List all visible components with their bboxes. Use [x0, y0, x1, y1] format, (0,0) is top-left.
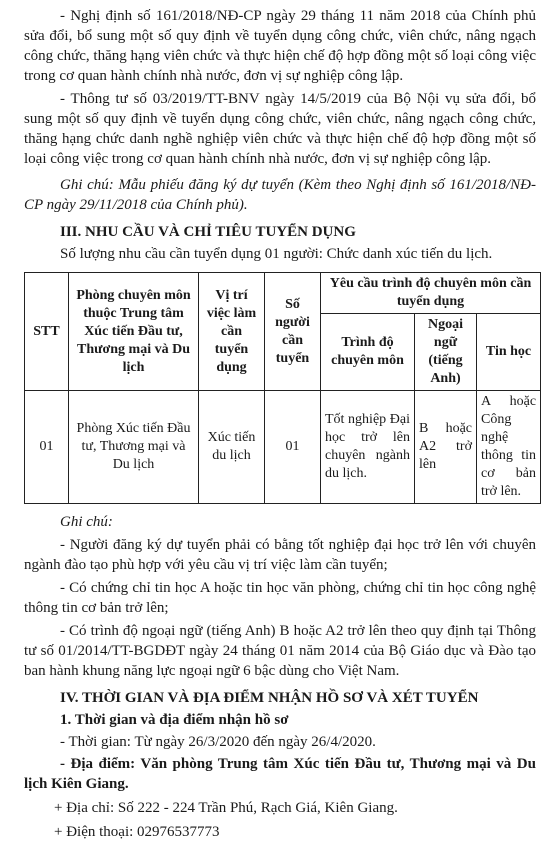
submission-place: - Địa điểm: Văn phòng Trung tâm Xúc tiến Đầu tư, Thương mại và Du lịch Kiên Giang. [24, 756, 536, 792]
col-header-department: Phòng chuyên môn thuộc Trung tâm Xúc tiến Đầu tư, Thương mại và Du lịch [69, 273, 199, 391]
cell-department: Phòng Xúc tiến Đầu tư, Thương mại và Du lịch [69, 391, 199, 504]
recruitment-table [24, 272, 541, 504]
form-note: Ghi chú: Mẫu phiếu đăng ký dự tuyển (Kèm theo Nghị định số 161/2018/NĐ-CP ngày 29/11/2018 của Chính phủ). [24, 177, 536, 213]
col-header-it: Tin học [477, 314, 541, 391]
submission-phone: + Điện thoại: 02976537773 [54, 824, 220, 840]
circular-paragraph: - Thông tư số 03/2019/TT-BNV ngày 14/5/2019 của Bộ Nội vụ sửa đổi, bổ sung một số quy định về tuyển dụng công chức, viên chức, nâng ngạch công chức, thăng hạng chức danh nghề nghiệp viên chức và thực hiện chế độ hợp đồng một số loại công việc trong cơ quan hành chính nhà nước, đơn vị sự nghiệp công lập. [24, 91, 536, 167]
table-row [25, 391, 541, 504]
section-3-heading: III. NHU CẦU VÀ CHỈ TIÊU TUYỂN DỤNG [60, 224, 356, 240]
table-header-row [25, 273, 541, 314]
cell-stt: 01 [25, 391, 69, 504]
notes-label: Ghi chú: [60, 514, 113, 530]
cell-position: Xúc tiến du lịch [199, 391, 265, 504]
note-item-language: - Có trình độ ngoại ngữ (tiếng Anh) B hoặc A2 trở lên theo quy định tại Thông tư số 01/2014/TT-BGDĐT ngày 24 tháng 01 năm 2014 của Bộ Giáo dục và Đào tạo ban hành khung năng lực ngoại ngữ 6 bậc dùng cho Việt Nam. [24, 623, 536, 679]
section-3-summary: Số lượng nhu cầu cần tuyển dụng 01 người: Chức danh xúc tiến du lịch. [60, 246, 493, 262]
section-4-sub1: 1. Thời gian và địa điểm nhận hồ sơ [60, 712, 289, 728]
cell-it: A hoặc Công nghệ thông tin cơ bản trở lên. [477, 391, 541, 504]
cell-education: Tốt nghiệp Đại học trở lên chuyên ngành du lịch. [321, 391, 415, 504]
decree-paragraph: - Nghị định số 161/2018/NĐ-CP ngày 29 tháng 11 năm 2018 của Chính phủ sửa đổi, bổ sung một số quy định về tuyển dụng công chức, viên chức, nâng ngạch công chức, thăng hạng viên chức và thực hiện chế độ hợp đồng một số loại công việc trong cơ quan hành chính nhà nước, đơn vị sự nghiệp công lập. [24, 8, 536, 84]
col-header-position: Vị trí việc làm cần tuyển dụng [199, 273, 265, 391]
submission-time: - Thời gian: Từ ngày 26/3/2020 đến ngày 26/4/2020. [60, 734, 376, 750]
col-header-stt: STT [25, 273, 69, 391]
col-header-requirements: Yêu cầu trình độ chuyên môn cần tuyển dụng [321, 273, 541, 314]
col-header-count: Số người cần tuyển [265, 273, 321, 391]
note-item-it-cert: - Có chứng chỉ tin học A hoặc tin học văn phòng, chứng chỉ tin học công nghệ thông tin cơ bản trở lên; [24, 580, 536, 616]
section-4-heading: IV. THỜI GIAN VÀ ĐỊA ĐIỂM NHẬN HỒ SƠ VÀ XÉT TUYỂN [60, 690, 479, 706]
cell-language: B hoặc A2 trở lên [415, 391, 477, 504]
col-header-language: Ngoại ngữ (tiếng Anh) [415, 314, 477, 391]
cell-count: 01 [265, 391, 321, 504]
submission-address: + Địa chỉ: Số 222 - 224 Trần Phú, Rạch Giá, Kiên Giang. [54, 800, 398, 816]
note-item-degree: - Người đăng ký dự tuyển phải có bằng tốt nghiệp đại học trở lên với chuyên ngành đào tạo phù hợp với yêu cầu vị trí việc làm cần tuyển; [24, 537, 536, 573]
col-header-education: Trình độ chuyên môn [321, 314, 415, 391]
